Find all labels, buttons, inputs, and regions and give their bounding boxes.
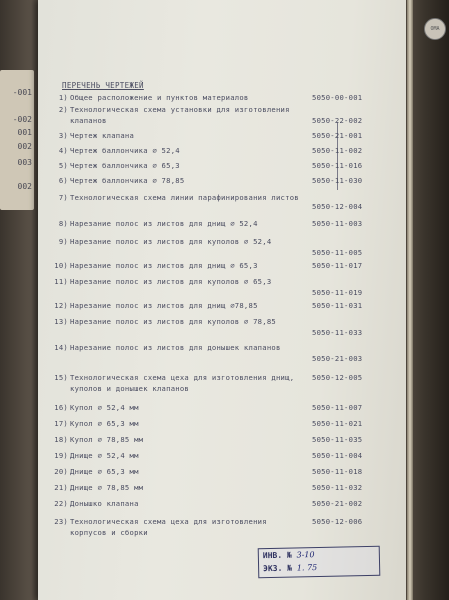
item-title: Чертеж баллончика ∅ 65,3 xyxy=(70,161,180,170)
item-title: Нарезание полос из листов для куполов ∅ 52,4 xyxy=(70,237,272,246)
item-title: Нарезание полос из листов для днищ ∅78,85 xyxy=(70,301,258,310)
underlying-sheet-code: 002 xyxy=(17,182,32,191)
drawing-code: 5050-11-019 xyxy=(312,288,363,297)
item-number: 14) xyxy=(54,343,68,352)
item-number: 6) xyxy=(58,176,68,185)
underlying-sheet-code: -001 xyxy=(12,88,32,97)
item-title: Нарезание полос из листов для днищ ∅ 52,4 xyxy=(70,219,258,228)
item-number: 5) xyxy=(58,161,68,170)
list-item xyxy=(52,467,372,479)
list-item xyxy=(52,261,372,273)
list-item xyxy=(52,419,372,431)
drawing-code: 5050-12-004 xyxy=(312,202,363,211)
list-item xyxy=(52,343,372,365)
drawing-code: 5050-11-002 xyxy=(312,146,363,155)
drawing-code: 5050-11-007 xyxy=(312,403,363,412)
item-title: Купол ∅ 78,85 мм xyxy=(70,435,144,444)
drawing-code: 5050-11-016 xyxy=(312,161,363,170)
item-title: Технологическая схема цеха для изготовления корпусов и сборки xyxy=(70,517,267,537)
list-item xyxy=(52,176,372,188)
list-item xyxy=(52,193,372,217)
stamp-line-copy xyxy=(263,563,317,573)
drawing-code: 5050-11-032 xyxy=(312,483,363,492)
drawing-code: 5050-11-033 xyxy=(312,328,363,337)
item-number: 13) xyxy=(54,317,68,326)
item-number: 2) xyxy=(58,105,68,114)
item-title: Общее расположение и пунктов материалов xyxy=(70,93,249,102)
binder-badge-text: ОМА xyxy=(430,26,440,32)
drawing-code: 5050-11-017 xyxy=(312,261,363,270)
paper-stack-edge xyxy=(407,0,413,600)
drawing-code: 5050-12-005 xyxy=(312,373,363,382)
drawing-code: 5050-00-001 xyxy=(312,93,363,102)
item-title: Технологическая схема линии парафинирования листов xyxy=(70,193,299,202)
drawing-code: 5050-11-021 xyxy=(312,419,363,428)
list-item xyxy=(52,146,372,158)
list-item xyxy=(52,93,372,104)
stamp-inventory-label: ИНВ. № xyxy=(262,550,292,561)
list-item xyxy=(52,373,372,399)
drawing-code: 5050-11-035 xyxy=(312,435,363,444)
drawing-code: 5050-12-006 xyxy=(312,517,363,526)
item-title: Днище ∅ 78,85 мм xyxy=(70,483,144,492)
drawing-code: 5050-11-018 xyxy=(312,467,363,476)
drawing-code: 5050-11-004 xyxy=(312,451,363,460)
stamp-copy-value: 1. 75 xyxy=(296,563,318,573)
list-item xyxy=(52,403,372,415)
drawing-code: 5050-21-001 xyxy=(312,131,363,140)
drawing-code: 5050-11-005 xyxy=(312,248,363,257)
list-item xyxy=(52,483,372,495)
drawing-code: 5050-11-030 xyxy=(312,176,363,185)
drawing-code: 5050-22-002 xyxy=(312,116,363,125)
inventory-stamp xyxy=(258,546,381,579)
underlying-sheet-code: 001 xyxy=(17,128,32,137)
item-number: 9) xyxy=(58,237,68,246)
drawing-code: 5050-21-002 xyxy=(312,499,363,508)
drawing-code: 5050-11-003 xyxy=(312,219,363,228)
list-item xyxy=(52,131,372,143)
item-title: Днище ∅ 65,3 мм xyxy=(70,467,139,476)
underlying-sheet-code: -002 xyxy=(12,115,32,124)
drawing-code: 5050-21-003 xyxy=(312,354,363,363)
item-number: 3) xyxy=(58,131,68,140)
item-number: 20) xyxy=(54,467,68,476)
list-item xyxy=(52,435,372,447)
list-item xyxy=(52,277,372,299)
item-number: 18) xyxy=(54,435,68,444)
item-title: Чертеж баллончика ∅ 78,85 xyxy=(70,176,185,185)
list-item xyxy=(52,317,372,339)
item-number: 10) xyxy=(54,261,68,270)
item-title: Купол ∅ 52,4 мм xyxy=(70,403,139,412)
item-number: 21) xyxy=(54,483,68,492)
item-number: 4) xyxy=(58,146,68,155)
binder-badge xyxy=(424,18,446,40)
item-number: 15) xyxy=(54,373,68,382)
item-title: Нарезание полос из листов для донышек клапанов xyxy=(70,343,281,352)
item-number: 7) xyxy=(58,193,68,202)
stamp-copy-label: ЭКЗ. № xyxy=(263,563,293,574)
list-item xyxy=(52,161,372,173)
item-title: Нарезание полос из листов для днищ ∅ 65,3 xyxy=(70,261,258,270)
item-title: Технологическая схема установки для изготовления клапанов xyxy=(70,105,290,125)
underlying-sheet-code: 003 xyxy=(17,158,32,167)
item-title: Чертеж клапана xyxy=(70,131,135,140)
underlying-sheet-code: 002 xyxy=(17,142,32,151)
item-title: Технологическая схема цеха для изготовления днищ, куполов и донышек клапанов xyxy=(70,373,295,393)
item-number: 17) xyxy=(54,419,68,428)
list-item xyxy=(52,499,372,513)
item-number: 19) xyxy=(54,451,68,460)
list-item xyxy=(52,517,372,539)
list-item xyxy=(52,105,372,129)
item-title: Днище ∅ 52,4 мм xyxy=(70,451,139,460)
list-item xyxy=(52,301,372,313)
item-number: 12) xyxy=(54,301,68,310)
list-item xyxy=(52,219,372,231)
item-title: Чертеж баллончика ∅ 52,4 xyxy=(70,146,180,155)
stamp-inventory-value: 3-10 xyxy=(296,550,315,560)
item-number: 23) xyxy=(54,517,68,526)
list-item xyxy=(52,237,372,259)
item-number: 8) xyxy=(58,219,68,228)
stamp-line-inventory xyxy=(263,550,315,560)
list-item xyxy=(52,451,372,463)
item-title: Купол ∅ 65,3 мм xyxy=(70,419,139,428)
item-title: Донышко клапана xyxy=(70,499,139,508)
item-title: Нарезание полос из листов для куполов ∅ 65,3 xyxy=(70,277,272,286)
item-number: 1) xyxy=(58,93,68,102)
document-title: ПЕРЕЧЕНЬ ЧЕРТЕЖЕЙ xyxy=(62,81,144,90)
item-title: Нарезание полос из листов для куполов ∅ 78,85 xyxy=(70,317,276,326)
drawing-code: 5050-11-031 xyxy=(312,301,363,310)
item-number: 11) xyxy=(54,277,68,286)
item-number: 16) xyxy=(54,403,68,412)
underlying-sheet xyxy=(0,70,34,210)
item-number: 22) xyxy=(54,499,68,508)
